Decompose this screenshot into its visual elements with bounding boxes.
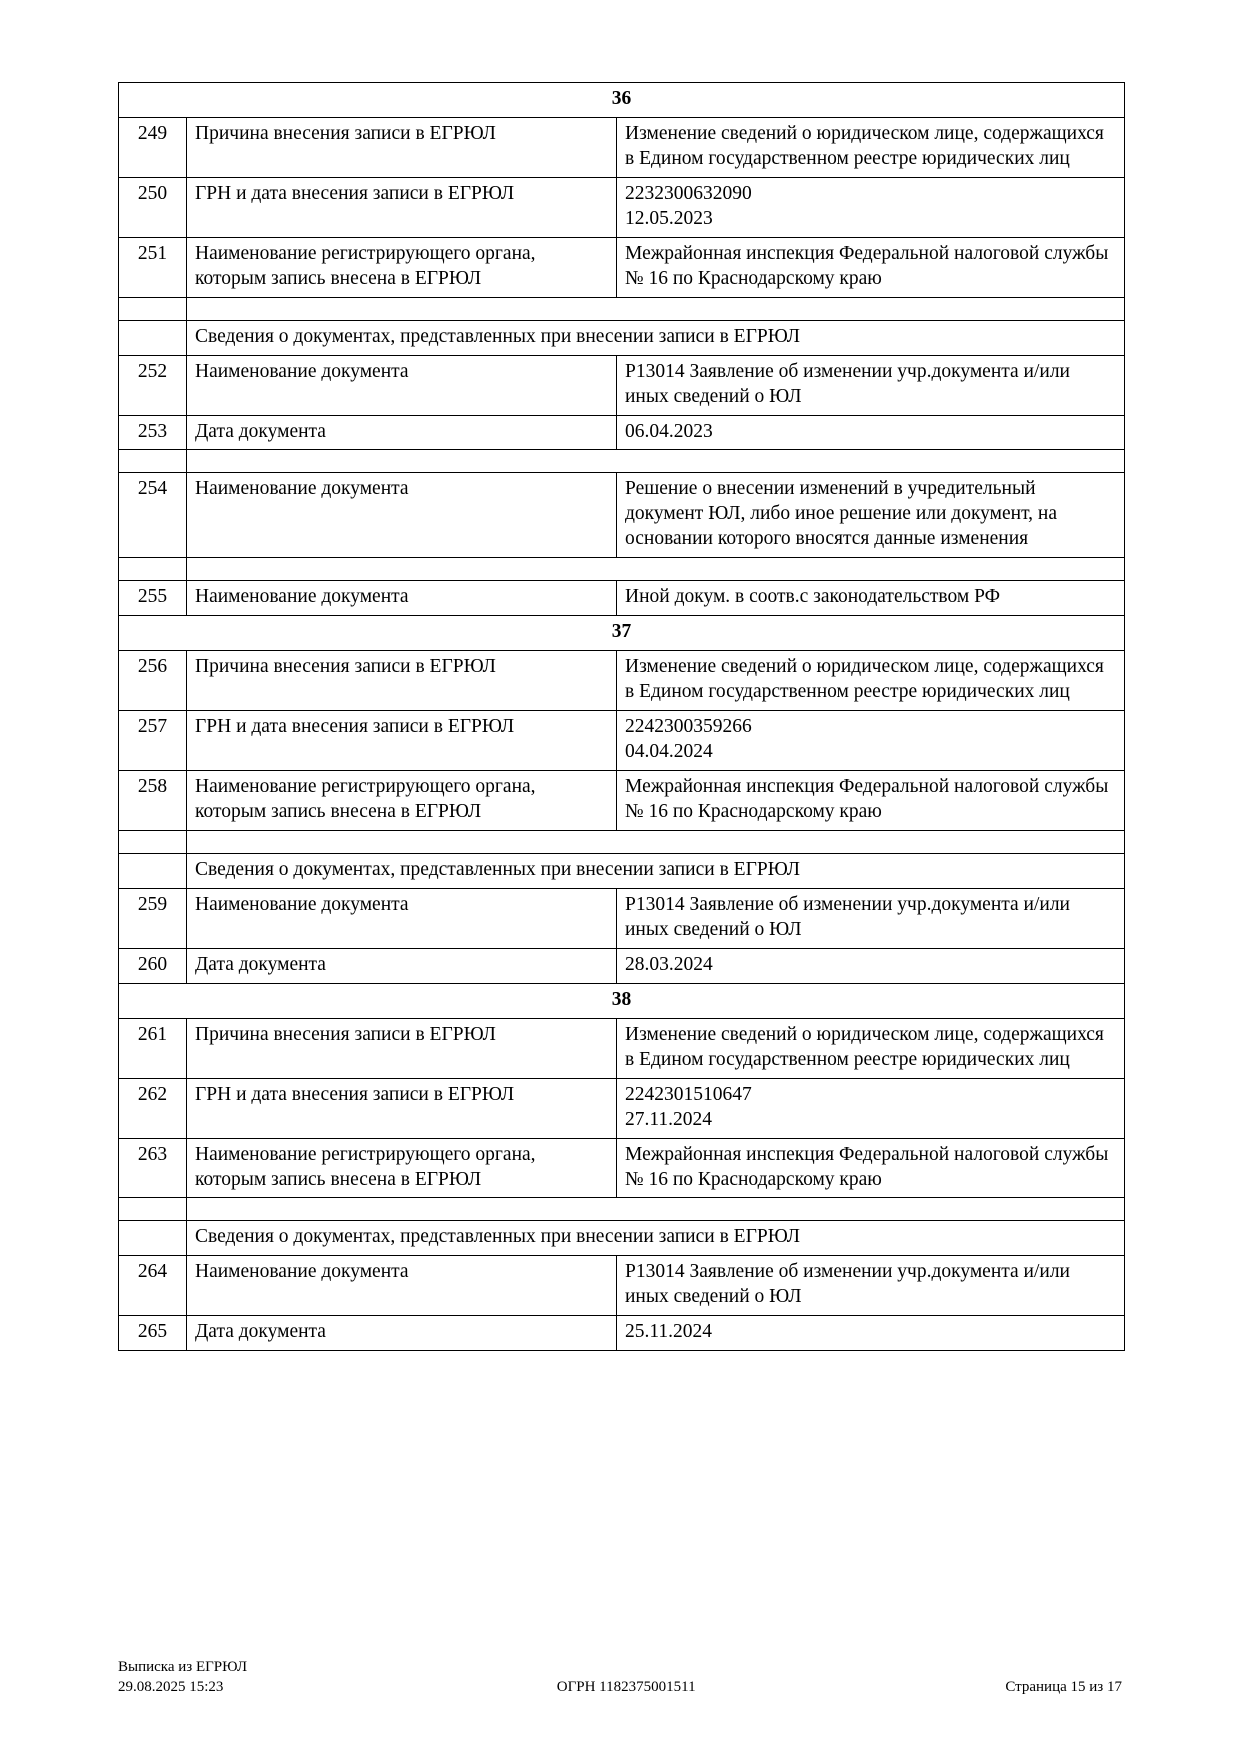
spacer-row (119, 830, 1125, 853)
section-title-text: Сведения о документах, представленных при внесении записи в ЕГРЮЛ (187, 1221, 1125, 1256)
value-line: Изменение сведений о юридическом лице, содержащихся в Едином государственном реестре юридических лиц (625, 1023, 1104, 1070)
row-number: 252 (119, 355, 187, 415)
row-label: Наименование документа (187, 888, 617, 948)
value-line: 25.11.2024 (625, 1321, 713, 1343)
table-row (119, 237, 1125, 297)
table-row (119, 473, 1125, 558)
row-label: Причина внесения записи в ЕГРЮЛ (187, 651, 617, 711)
spacer-cell-number (119, 1198, 187, 1221)
row-number: 257 (119, 711, 187, 771)
section-title-row (119, 853, 1125, 888)
table-row (119, 1018, 1125, 1078)
table-row (119, 415, 1125, 450)
row-value (617, 1316, 1125, 1351)
value-line: Межрайонная инспекция Федеральной налоговой службы № 16 по Краснодарскому краю (625, 242, 1109, 289)
row-number: 265 (119, 1316, 187, 1351)
row-value (617, 237, 1125, 297)
value-line: 04.04.2024 (625, 741, 713, 763)
row-label: Наименование регистрирующего органа, которым запись внесена в ЕГРЮЛ (187, 771, 617, 831)
spacer-row (119, 1198, 1125, 1221)
row-value (617, 651, 1125, 711)
value-line: Межрайонная инспекция Федеральной налоговой службы № 16 по Краснодарскому краю (625, 1143, 1109, 1190)
row-value (617, 177, 1125, 237)
footer-document-title: Выписка из ЕГРЮЛ (118, 1658, 247, 1675)
row-value (617, 888, 1125, 948)
spacer-cell-body (187, 297, 1125, 320)
row-number: 263 (119, 1138, 187, 1198)
table-row (119, 888, 1125, 948)
row-value (617, 771, 1125, 831)
row-value (617, 948, 1125, 983)
row-label: Дата документа (187, 1316, 617, 1351)
section-title-text: Сведения о документах, представленных при внесении записи в ЕГРЮЛ (187, 320, 1125, 355)
value-line: Изменение сведений о юридическом лице, содержащихся в Едином государственном реестре юридических лиц (625, 656, 1104, 703)
footer-generated-at: 29.08.2025 15:23 (118, 1678, 224, 1695)
row-value (617, 581, 1125, 616)
row-label: ГРН и дата внесения записи в ЕГРЮЛ (187, 177, 617, 237)
value-line: Изменение сведений о юридическом лице, содержащихся в Едином государственном реестре юридических лиц (625, 122, 1104, 169)
row-label: Причина внесения записи в ЕГРЮЛ (187, 117, 617, 177)
group-header-title: 37 (119, 616, 1125, 651)
row-value (617, 1018, 1125, 1078)
row-value (617, 415, 1125, 450)
row-value (617, 1078, 1125, 1138)
value-line: 27.11.2024 (625, 1108, 713, 1130)
row-value (617, 1256, 1125, 1316)
table-row (119, 581, 1125, 616)
row-label: Наименование документа (187, 355, 617, 415)
section-title-text: Сведения о документах, представленных при внесении записи в ЕГРЮЛ (187, 853, 1125, 888)
table-row (119, 771, 1125, 831)
footer-left (118, 1657, 247, 1698)
footer-page-number: Страница 15 из 17 (1005, 1678, 1122, 1695)
group-header-title: 36 (119, 83, 1125, 118)
row-label: Наименование документа (187, 473, 617, 558)
table-row (119, 711, 1125, 771)
row-number: 260 (119, 948, 187, 983)
spacer-cell-body (187, 450, 1125, 473)
table-row (119, 948, 1125, 983)
spacer-cell-number (119, 830, 187, 853)
row-number: 259 (119, 888, 187, 948)
spacer-cell-number (119, 297, 187, 320)
table-row (119, 177, 1125, 237)
row-label: Наименование регистрирующего органа, которым запись внесена в ЕГРЮЛ (187, 1138, 617, 1198)
page-footer (118, 1657, 1122, 1698)
value-line: 2232300632090 (625, 182, 752, 204)
value-line: 2242301510647 (625, 1083, 752, 1105)
row-number: 253 (119, 415, 187, 450)
row-number: 254 (119, 473, 187, 558)
table-row (119, 1078, 1125, 1138)
row-number: 250 (119, 177, 187, 237)
spacer-row (119, 297, 1125, 320)
group-header-title: 38 (119, 983, 1125, 1018)
spacer-row (119, 558, 1125, 581)
row-number: 258 (119, 771, 187, 831)
value-line: Р13014 Заявление об изменении учр.документа и/или иных сведений о ЮЛ (625, 893, 1070, 940)
egrul-records-table (118, 82, 1125, 1351)
table-row (119, 1256, 1125, 1316)
spacer-row (119, 450, 1125, 473)
table-row (119, 117, 1125, 177)
table-body (119, 83, 1125, 1351)
value-line: Р13014 Заявление об изменении учр.документа и/или иных сведений о ЮЛ (625, 1261, 1070, 1308)
row-value (617, 473, 1125, 558)
row-value (617, 711, 1125, 771)
value-line: Решение о внесении изменений в учредительный документ ЮЛ, либо иное решение или документ, на основании которого вносятся данные изменения (625, 478, 1057, 550)
value-line: 2242300359266 (625, 716, 752, 738)
spacer-cell-body (187, 830, 1125, 853)
row-number: 256 (119, 651, 187, 711)
group-header-row (119, 983, 1125, 1018)
value-line: 28.03.2024 (625, 953, 713, 975)
table-row (119, 355, 1125, 415)
row-label: Наименование документа (187, 1256, 617, 1316)
row-value (617, 117, 1125, 177)
table-row (119, 651, 1125, 711)
section-title-row (119, 1221, 1125, 1256)
value-line: 12.05.2023 (625, 207, 713, 229)
group-header-row (119, 83, 1125, 118)
value-line: Межрайонная инспекция Федеральной налоговой службы № 16 по Краснодарскому краю (625, 776, 1109, 823)
value-line: 06.04.2023 (625, 420, 713, 442)
row-label: Наименование регистрирующего органа, которым запись внесена в ЕГРЮЛ (187, 237, 617, 297)
table-row (119, 1316, 1125, 1351)
row-number: 262 (119, 1078, 187, 1138)
row-number: 255 (119, 581, 187, 616)
footer-ogrn: ОГРН 1182375001511 (556, 1678, 696, 1695)
section-row-number-cell (119, 320, 187, 355)
row-number: 251 (119, 237, 187, 297)
row-value (617, 1138, 1125, 1198)
row-number: 261 (119, 1018, 187, 1078)
row-label: Дата документа (187, 948, 617, 983)
row-label: ГРН и дата внесения записи в ЕГРЮЛ (187, 711, 617, 771)
row-label: Наименование документа (187, 581, 617, 616)
section-title-row (119, 320, 1125, 355)
group-header-row (119, 616, 1125, 651)
row-label: Дата документа (187, 415, 617, 450)
value-line: Р13014 Заявление об изменении учр.документа и/или иных сведений о ЮЛ (625, 360, 1070, 407)
section-row-number-cell (119, 853, 187, 888)
spacer-cell-body (187, 558, 1125, 581)
row-label: Причина внесения записи в ЕГРЮЛ (187, 1018, 617, 1078)
section-row-number-cell (119, 1221, 187, 1256)
spacer-cell-body (187, 1198, 1125, 1221)
row-number: 249 (119, 117, 187, 177)
row-number: 264 (119, 1256, 187, 1316)
table-row (119, 1138, 1125, 1198)
spacer-cell-number (119, 450, 187, 473)
row-value (617, 355, 1125, 415)
spacer-cell-number (119, 558, 187, 581)
row-label: ГРН и дата внесения записи в ЕГРЮЛ (187, 1078, 617, 1138)
value-line: Иной докум. в соотв.с законодательством РФ (625, 586, 1000, 608)
